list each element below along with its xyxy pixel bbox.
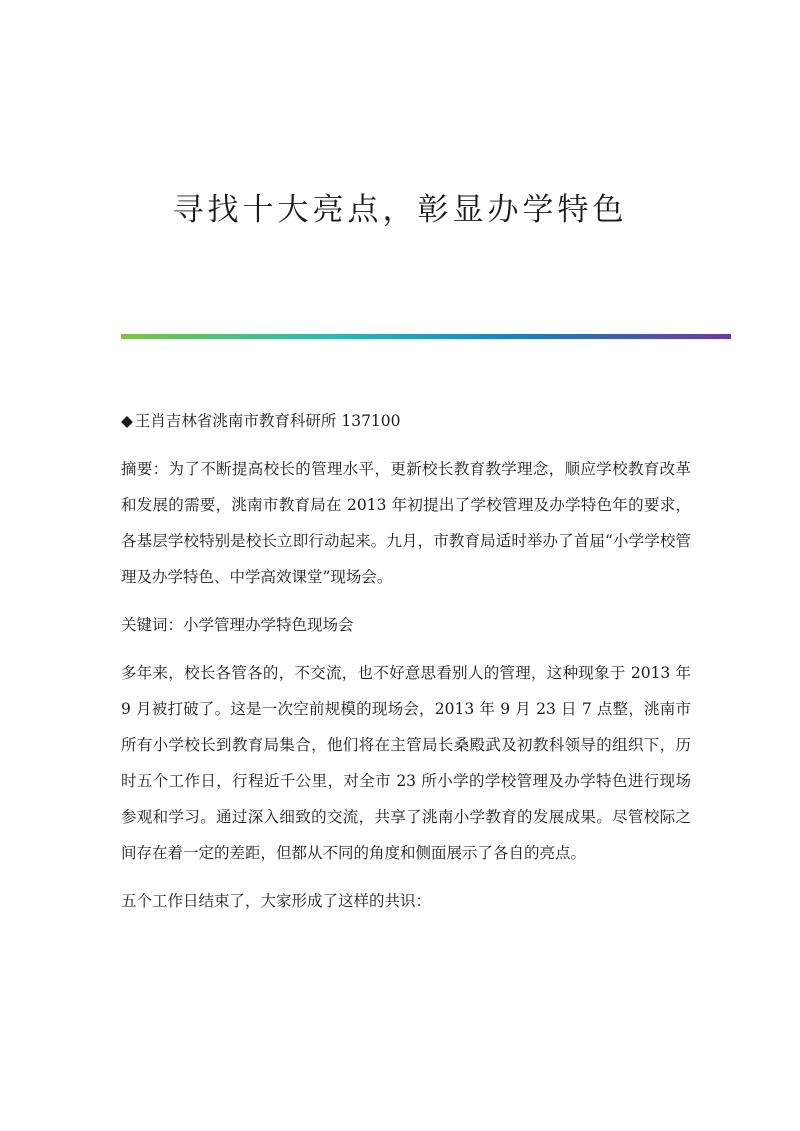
document-body <box>121 403 691 931</box>
body-paragraph-1: 多年来，校长各管各的，不交流，也不好意思看别人的管理，这种现象于 2013 年 9 月被打破了。这是一次空前规模的现场会，2013 年 9 月 23 日 7 点整，洮南市所有小学校长到教育局集合，他们将在主管局长桑殿武及初教科领导的组织下，历时五个工作日，行程近千公里，对全市 23 所小学的学校管理及办学特色进行现场参观和学习。通过深入细致的交流，共享了洮南小学教育的发展成果。尽管校际之间存在着一定的差距，但都从不同的角度和侧面展示了各自的亮点。 <box>121 664 691 862</box>
abstract-paragraph: 摘要：为了不断提高校长的管理水平，更新校长教育教学理念，顺应学校教育改革和发展的需要，洮南市教育局在 2013 年初提出了学校管理及办学特色年的要求，各基层学校特别是校长立即行动起来。九月，市教育局适时举办了首届“小学学校管理及办学特色、中学高效课堂”现场会。 <box>121 460 691 586</box>
body-paragraph-2: 五个工作日结束了，大家形成了这样的共识： <box>121 892 432 910</box>
document-title: 寻找十大亮点，彰显办学特色 <box>172 192 628 228</box>
title-divider <box>121 334 731 339</box>
diamond-bullet-icon: ◆ <box>121 412 133 430</box>
author-line <box>121 403 691 439</box>
keywords-line: 关键词：小学管理办学特色现场会 <box>121 616 354 634</box>
author-affiliation: 王肖吉林省洮南市教育科研所 137100 <box>134 412 401 430</box>
